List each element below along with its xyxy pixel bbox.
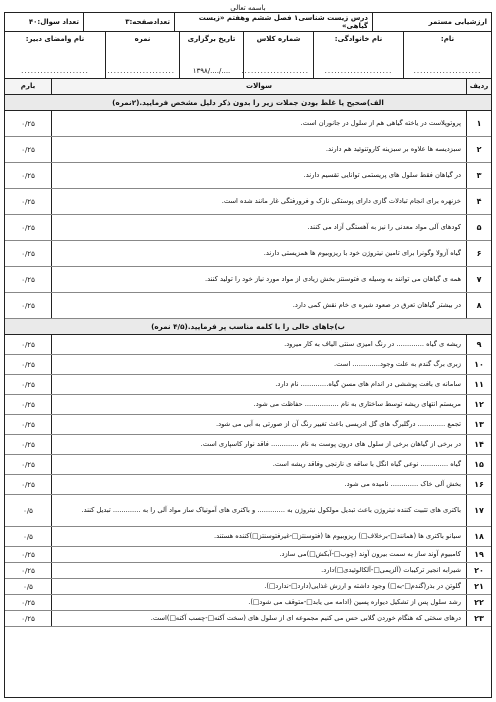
question-row — [5, 375, 491, 395]
name-label: نام: — [440, 35, 455, 43]
exam-header — [5, 13, 491, 32]
question-text: در برخی از گیاهان برخی از سلول های درون پوست به نام ............. فاقد نوار کاسپاری است. — [51, 435, 466, 454]
question-row — [5, 595, 491, 611]
question-row — [5, 293, 491, 319]
question-row — [5, 241, 491, 267]
question-row — [5, 563, 491, 579]
question-row — [5, 395, 491, 415]
question-score: ۰/۲۵ — [21, 145, 35, 154]
question-score: ۰/۲۵ — [21, 197, 35, 206]
date-label: تاریخ برگزاری — [187, 35, 236, 43]
score-field: ..................... — [107, 67, 175, 75]
date-value: ..../..../۱۳۹۸ — [192, 67, 231, 75]
question-score: ۰/۲۵ — [21, 480, 35, 489]
family-field: ..................... — [324, 67, 393, 75]
question-score: ۰/۲۵ — [21, 614, 35, 623]
question-number: ۵ — [466, 215, 491, 240]
question-text: درهای سختی که هنگام خوردن گلابی حس می کنیم مجموعه ای از سلول های (سخت آکنه□-چسب آکنه□)است. — [51, 611, 466, 626]
question-score: ۰/۲۵ — [21, 420, 35, 429]
exam-type: ارزشیابی مستمر — [372, 13, 491, 31]
question-number: ۲۳ — [466, 611, 491, 626]
question-text: سبزدیسه ها علاوه بر سبزینه کاروتنوئید هم دارند. — [51, 137, 466, 162]
question-text: همه ی گیاهان می توانند به وسیله ی فتوسنتز بخش زیادی از مواد مورد نیاز خود را تولید کنند. — [51, 267, 466, 292]
question-text: مریستم انتهای ریشه توسط ساختاری به نام ................ حفاظت می شود. — [51, 395, 466, 414]
question-score: ۰/۵ — [23, 532, 33, 541]
col-score: بارم — [20, 82, 36, 90]
question-score: ۰/۲۵ — [21, 340, 35, 349]
question-row — [5, 335, 491, 355]
question-text: سیانو باکتری ها (همانند□-برخلاف□) ریزوبیوم ها (فتوسنتز□-غیرفتوسنتز□)کننده هستند. — [51, 527, 466, 546]
question-row — [5, 435, 491, 455]
question-number: ۱۷ — [466, 495, 491, 526]
question-number: ۱۸ — [466, 527, 491, 546]
exam-subject: درس زیست شناسی۱ فصل ششم وهفتم «زیست گیاهی» — [174, 13, 372, 31]
question-text: در بیشتر گیاهان تعرق در صعود شیره ی خام نقش کمی دارد. — [51, 293, 466, 318]
class-field: ..................... — [241, 67, 309, 75]
question-text: کودهای آلی مواد معدنی را نیز به آهستگی آزاد می کنند. — [51, 215, 466, 240]
question-score: ۰/۲۵ — [21, 360, 35, 369]
teacher-field: ..................... — [21, 67, 89, 75]
col-questions: سوالات — [51, 79, 466, 94]
question-number: ۳ — [466, 163, 491, 188]
question-row — [5, 527, 491, 547]
question-number: ۲ — [466, 137, 491, 162]
question-count: تعداد سوال:۴۰ — [28, 18, 79, 26]
question-row — [5, 215, 491, 241]
question-number: ۱ — [466, 111, 491, 136]
question-text: زبری برگ گندم به علت وجود............. است. — [51, 355, 466, 374]
question-number: ۹ — [466, 335, 491, 354]
question-text: گیاه ............. نوعی گیاه انگل با ساقه ی نارنجی وفاقد ریشه است. — [51, 455, 466, 474]
question-text: تجمع ............. درگلبرگ های گل ادریسی باعث تغییر رنگ آن از صورتی به آبی می شود. — [51, 415, 466, 434]
question-row — [5, 163, 491, 189]
question-score: ۰/۲۵ — [21, 275, 35, 284]
question-number: ۱۹ — [466, 547, 491, 562]
question-score: ۰/۵ — [23, 582, 33, 591]
question-score: ۰/۲۵ — [21, 550, 35, 559]
question-number: ۱۳ — [466, 415, 491, 434]
teacher-label: نام وامضای دبیر: — [25, 35, 85, 43]
question-row — [5, 111, 491, 137]
question-score: ۰/۲۵ — [21, 460, 35, 469]
section-a-rows — [5, 111, 491, 319]
question-number: ۱۵ — [466, 455, 491, 474]
question-score: ۰/۲۵ — [21, 440, 35, 449]
question-text: شیرابه انجیر ترکیبات (آلزیمی□-آلکالوئیدی□)دارد. — [51, 563, 466, 578]
name-field: ..................... — [413, 67, 482, 75]
question-score: ۰/۲۵ — [21, 380, 35, 389]
question-row — [5, 189, 491, 215]
page-count: تعدادصفحه:۳ — [83, 13, 174, 31]
section-b-title: ب)جاهای خالی را با کلمه مناسب پر فرمایید.(۴/۵ نمره) — [5, 319, 491, 335]
question-text: سامانه ی بافت پوششی در اندام های مسن گیاه............. نام دارد. — [51, 375, 466, 394]
top-title: باسمه تعالی — [230, 4, 266, 12]
question-row — [5, 579, 491, 595]
question-text: در گیاهان فقط سلول های پریستمی توانایی تقسیم دارند. — [51, 163, 466, 188]
question-row — [5, 611, 491, 627]
question-row — [5, 455, 491, 475]
question-number: ۱۲ — [466, 395, 491, 414]
question-number: ۱۱ — [466, 375, 491, 394]
question-row — [5, 475, 491, 495]
question-text: گیاه آزولا وگونرا برای تامین نیتروژن خود با ریزوبیوم ها همزیستی دارند. — [51, 241, 466, 266]
question-score: ۰/۲۵ — [21, 566, 35, 575]
question-row — [5, 415, 491, 435]
question-text: رشد سلول پس از تشکیل دیواره پسین (ادامه می یابد□-متوقف می شود□). — [51, 595, 466, 610]
question-number: ۴ — [466, 189, 491, 214]
question-number: ۲۲ — [466, 595, 491, 610]
family-label: نام خانوادگی: — [334, 35, 383, 43]
question-text: گلوتن در بذر(گندم□-به□) وجود داشته و ارزش غذایی(دارد□-ندارد□). — [51, 579, 466, 594]
question-text: بخش آلی خاک ............. نامیده می شود. — [51, 475, 466, 494]
question-row — [5, 355, 491, 375]
question-score: ۰/۲۵ — [21, 249, 35, 258]
score-label: نمره — [134, 35, 151, 43]
question-row — [5, 137, 491, 163]
question-score: ۰/۲۵ — [21, 400, 35, 409]
question-row — [5, 267, 491, 293]
question-score: ۰/۲۵ — [21, 598, 35, 607]
col-row: ردیف — [466, 79, 491, 94]
question-score: ۰/۵ — [23, 506, 33, 515]
question-text: کامبیوم آوند ساز به سمت بیرون آوند (چوب□-آبکش□)می سازد. — [51, 547, 466, 562]
question-score: ۰/۲۵ — [21, 223, 35, 232]
section-b-rows — [5, 335, 491, 627]
exam-frame — [4, 12, 492, 698]
question-number: ۶ — [466, 241, 491, 266]
question-text: پروتوپلاست در یاخته گیاهی هم از سلول در جانوران است. — [51, 111, 466, 136]
question-number: ۲۱ — [466, 579, 491, 594]
question-number: ۱۴ — [466, 435, 491, 454]
question-score: ۰/۲۵ — [21, 119, 35, 128]
question-number: ۱۶ — [466, 475, 491, 494]
question-number: ۲۰ — [466, 563, 491, 578]
section-a-title: الف)صحیح یا غلط بودن جملات زیر را بدون ذکر دلیل مشخص فرمایید.(۲نمره) — [5, 95, 491, 111]
question-number: ۸ — [466, 293, 491, 318]
question-number: ۱۰ — [466, 355, 491, 374]
question-number: ۷ — [466, 267, 491, 292]
student-info — [5, 32, 491, 79]
question-row — [5, 547, 491, 563]
question-text: ریشه ی گیاه ............. در رنگ امیزی سنتی الیاف به کار میرود. — [51, 335, 466, 354]
question-text: خزنهره برای انجام تبادلات گازی دارای پوستکی نازک و فرورفتگی غار مانند شده است. — [51, 189, 466, 214]
question-score: ۰/۲۵ — [21, 301, 35, 310]
question-text: باکتری های تثبیت کننده نیتروژن باعث تبدیل مولکول نیتروژن به ............. و باکتری های آمونیاک ساز مواد آلی را به ............. تبدیل کنند. — [51, 495, 466, 526]
class-label: شماره کلاس — [256, 35, 301, 43]
question-row — [5, 495, 491, 527]
question-score: ۰/۲۵ — [21, 171, 35, 180]
column-header — [5, 79, 491, 95]
